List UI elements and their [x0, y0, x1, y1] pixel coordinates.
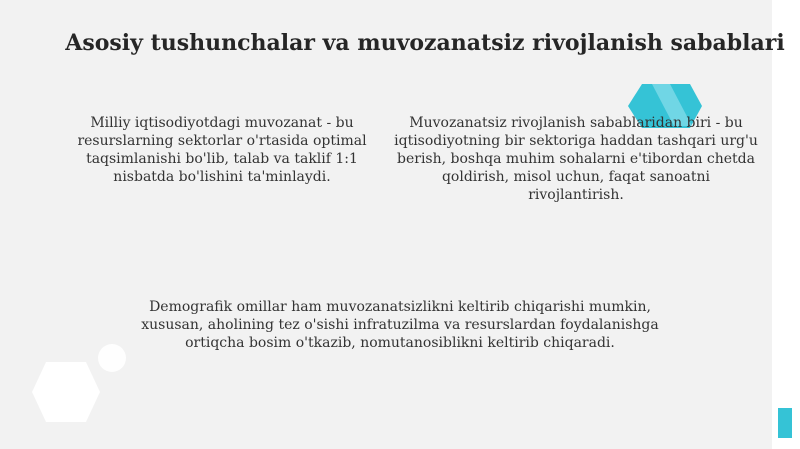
white-circle-icon	[98, 344, 126, 372]
accent-bar	[778, 408, 792, 438]
right-edge-strip	[772, 0, 800, 449]
white-hexagon-icon	[32, 362, 100, 422]
paragraph-imbalance-cause: Muvozanatsiz rivojlanish sabablaridan biri - bu iqtisodiyotning bir sektoriga haddan tashqari urg'u berish, boshqa muhim sohalarni e'tibordan chetda qoldirish, misol uchun, faqat sanoatni rivojlantirish.	[394, 115, 758, 203]
paragraph-demographic: Demografik omillar ham muvozanatsizlikni keltirib chiqarishi mumkin, xususan, aholining tez o'sishi infratuzilma va resurslardan foydalanishga ortiqcha bosim o'tkazib, nomutanosiblikni keltirib chiqaradi.	[141, 299, 659, 351]
paragraph-equilibrium: Milliy iqtisodiyotdagi muvozanat - bu resurslarning sektorlar o'rtasida optimal taqsimlanishi bo'lib, talab va taklif 1:1 nisbatda bo'lishini ta'minlaydi.	[77, 115, 367, 185]
slide-title: Asosiy tushunchalar va muvozanatsiz rivojlanish sabablari	[65, 30, 785, 56]
